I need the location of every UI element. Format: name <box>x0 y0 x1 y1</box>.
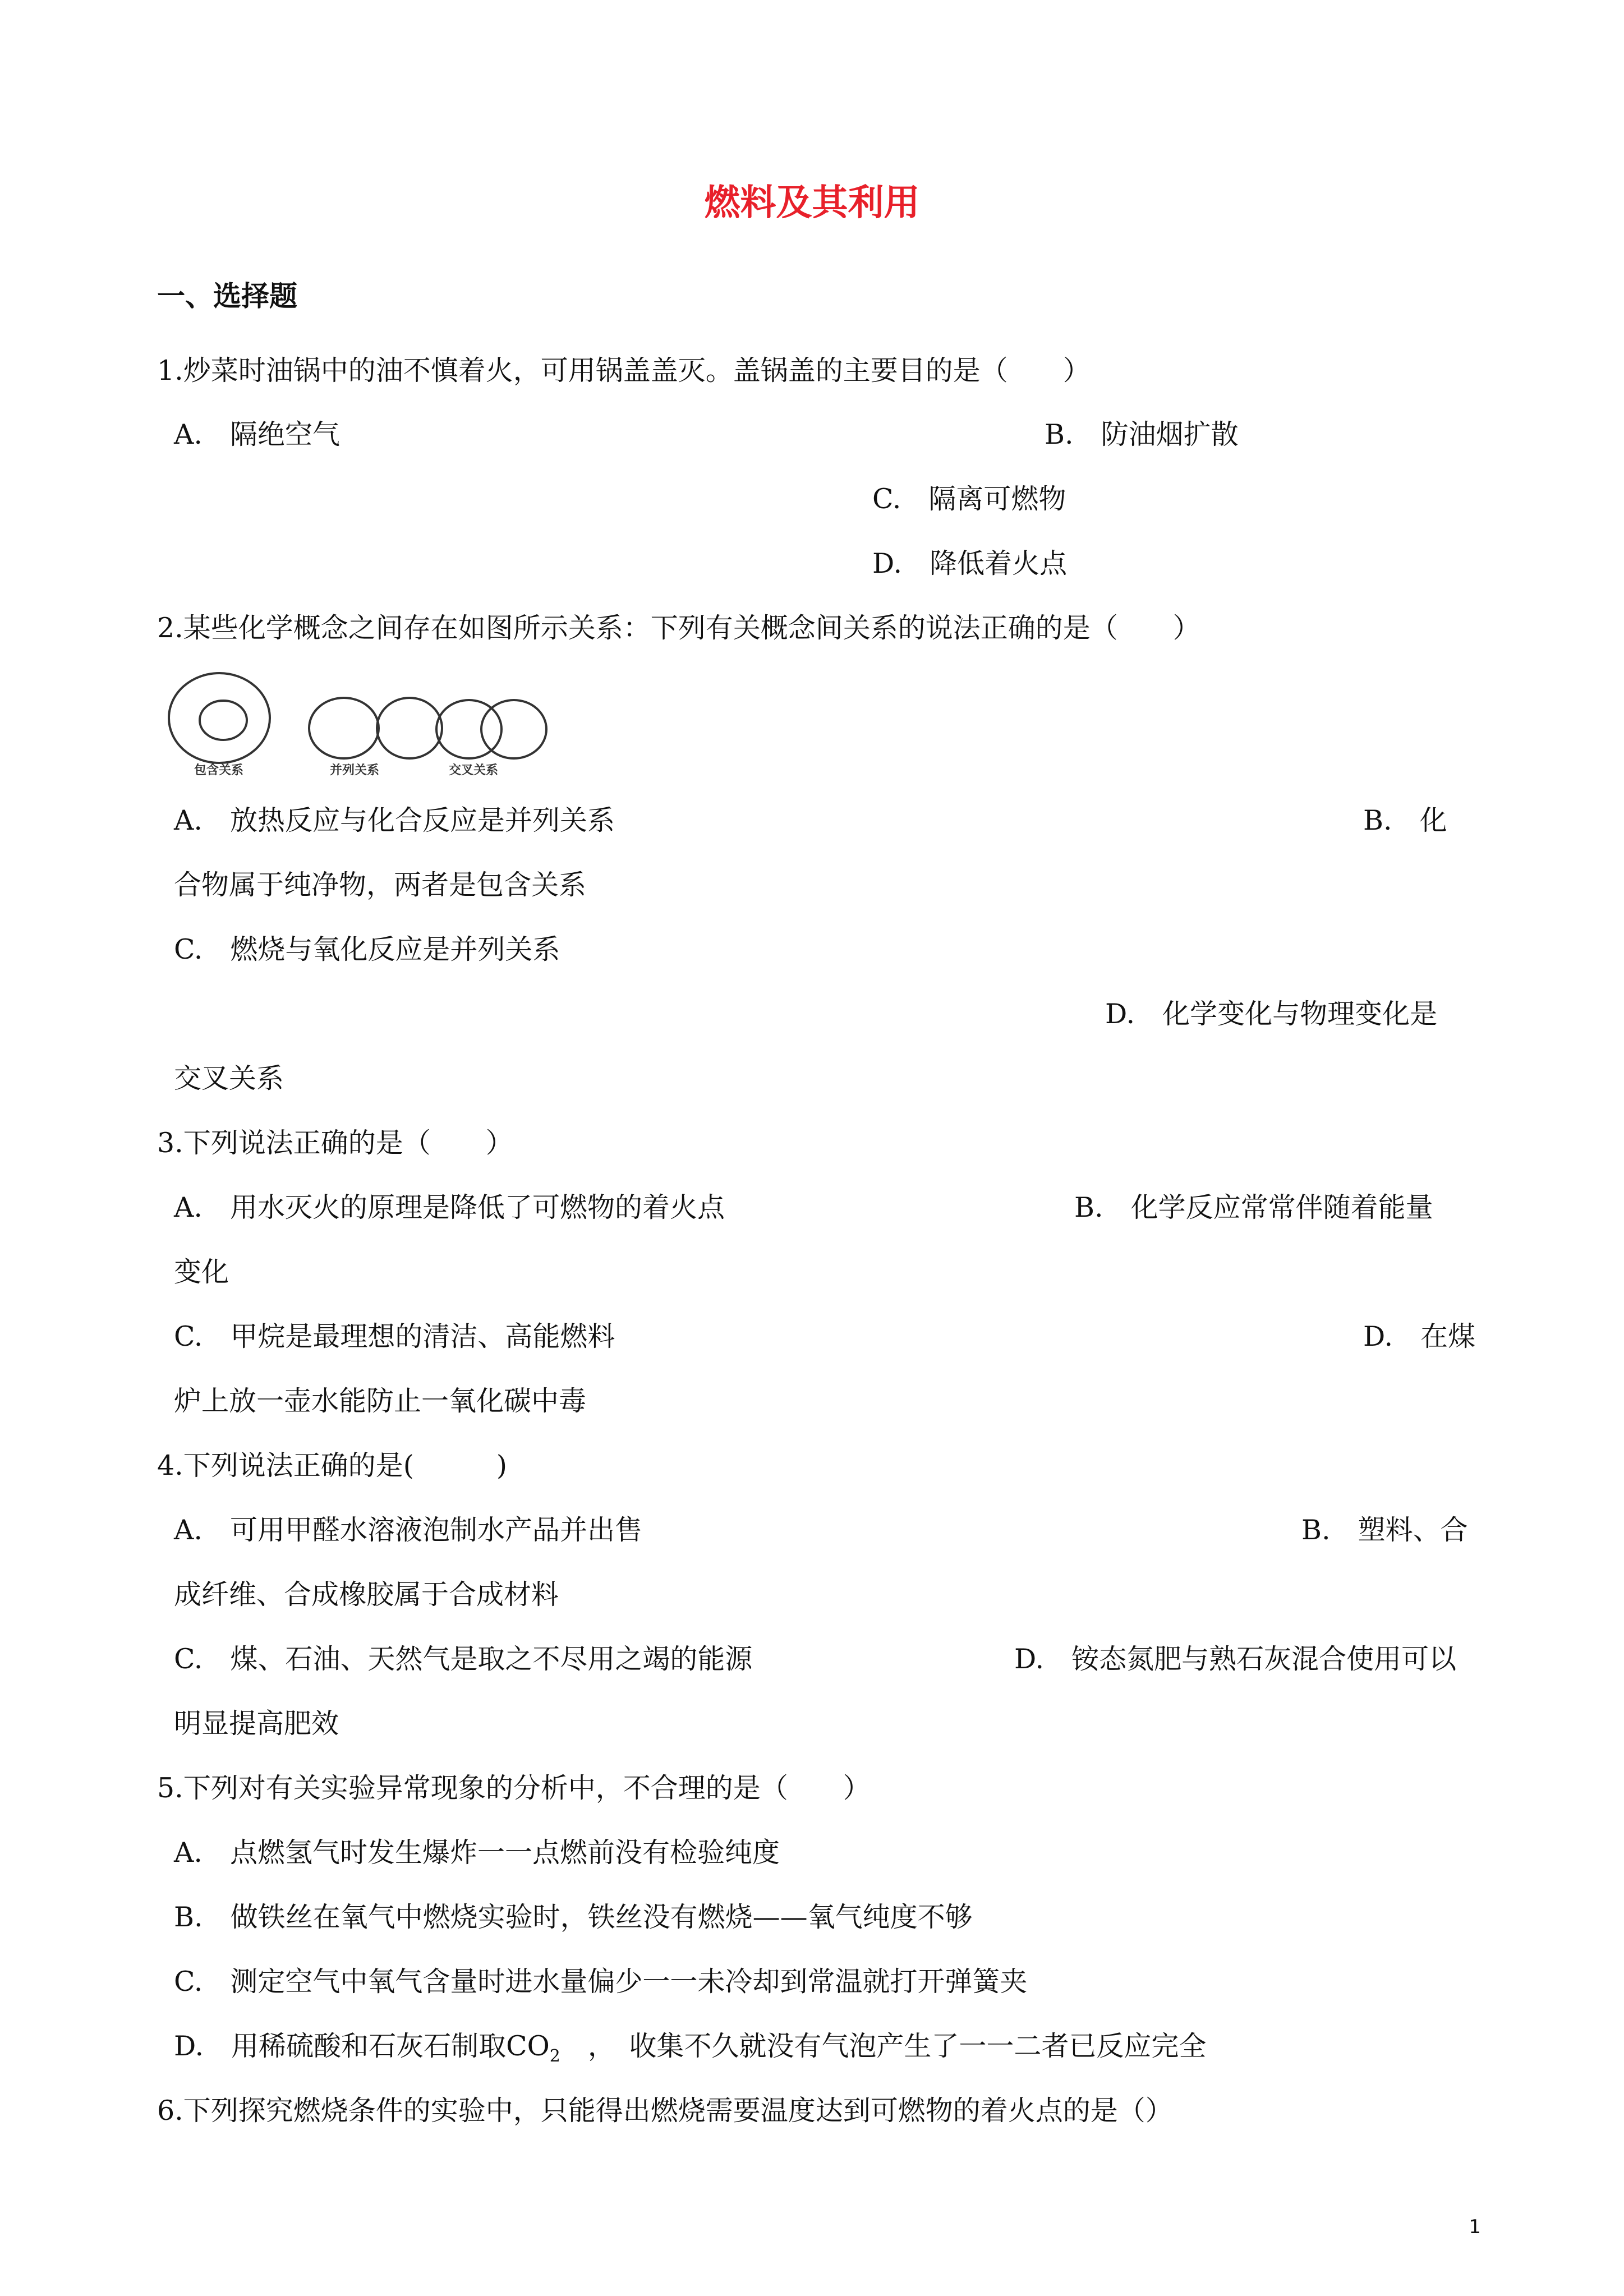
q3-option-b-line1: B. 化学反应常常伴随着能量 <box>1074 1191 1433 1223</box>
cross-circle-right <box>481 700 546 758</box>
question-4-stem: 4.下列说法正确的是( ) <box>157 1450 507 1481</box>
q2-option-d-line2: 交叉关系 <box>174 1062 284 1094</box>
q2-option-a: A. 放热反应与化合反应是并列关系 <box>174 804 615 836</box>
outer-circle <box>169 673 270 763</box>
parallel-circle-left <box>309 698 379 758</box>
q5-option-d-text: D. 用稀硫酸和石灰石制取CO <box>174 2030 550 2062</box>
q5-option-b: B. 做铁丝在氧气中燃烧实验时，铁丝没有燃烧——氧气纯度不够 <box>174 1901 973 1933</box>
section-heading: 一、选择题 <box>157 280 297 312</box>
q5-option-a: A. 点燃氢气时发生爆炸一一点燃前没有检验纯度 <box>174 1837 780 1869</box>
q4-option-d-line2: 明显提高肥效 <box>174 1708 339 1740</box>
q2-option-d-line1: D. 化学变化与物理变化是 <box>1105 998 1438 1030</box>
inner-circle <box>200 701 247 740</box>
diagram-label-inclusion: 包含关系 <box>194 763 244 777</box>
question-3-stem: 3.下列说法正确的是（ ） <box>157 1127 513 1159</box>
co2-subscript: 2 <box>549 2046 560 2066</box>
q5-option-d <box>174 2030 1206 2073</box>
q3-option-d-line2: 炉上放一壶水能防止一氧化碳中毒 <box>174 1385 587 1417</box>
q2-option-b-line2: 合物属于纯净物，两者是包含关系 <box>174 869 587 901</box>
q3-option-d-line1: D. 在煤 <box>1363 1320 1476 1352</box>
q4-option-b-line2: 成纤维、合成橡胶属于合成材料 <box>174 1579 559 1611</box>
q3-option-b-line2: 变化 <box>174 1256 229 1288</box>
diagram-label-cross: 交叉关系 <box>449 763 499 777</box>
q2-option-c: C. 燃烧与氧化反应是并列关系 <box>174 933 560 965</box>
q5-option-c: C. 测定空气中氧气含量时进水量偏少一一未冷却到常温就打开弹簧夹 <box>174 1966 1028 1998</box>
diagram-label-parallel: 并列关系 <box>330 763 380 777</box>
q4-option-c: C. 煤、石油、天然气是取之不尽用之竭的能源 <box>174 1643 753 1675</box>
question-5-stem: 5.下列对有关实验异常现象的分析中，不合理的是（ ） <box>157 1772 871 1804</box>
q2-option-b-line1: B. 化 <box>1363 804 1447 836</box>
q3-option-a: A. 用水灭火的原理是降低了可燃物的着火点 <box>174 1191 725 1223</box>
q4-option-a: A. 可用甲醛水溶液泡制水产品并出售 <box>174 1514 642 1546</box>
parallel-circle-right <box>377 698 442 758</box>
q1-option-c: C. 隔离可燃物 <box>872 483 1066 515</box>
question-6-stem: 6.下列探究燃烧条件的实验中，只能得出燃烧需要温度达到可燃物的着火点的是（） <box>157 2095 1173 2127</box>
q4-option-b-line1: B. 塑料、合 <box>1301 1514 1468 1546</box>
question-2-stem: 2.某些化学概念之间存在如图所示关系：下列有关概念间关系的说法正确的是（ ） <box>157 612 1200 644</box>
q1-option-b: B. 防油烟扩散 <box>1045 418 1239 450</box>
concept-relationship-diagram <box>167 666 554 784</box>
question-1-stem: 1.炒菜时油锅中的油不慎着火，可用锅盖盖灭。盖锅盖的主要目的是（ ） <box>157 355 1091 386</box>
q1-option-a: A. 隔绝空气 <box>174 418 340 450</box>
q1-option-d: D. 降低着火点 <box>872 547 1068 579</box>
q5-option-d-rest: ， 收集不久就没有气泡产生了一一二者已反应完全 <box>560 2030 1207 2062</box>
document-title: 燃料及其利用 <box>704 182 920 224</box>
q4-option-d-line1: D. 铵态氮肥与熟石灰混合使用可以 <box>1014 1643 1457 1675</box>
q3-option-c: C. 甲烷是最理想的清洁、高能燃料 <box>174 1320 615 1352</box>
page-number: 1 <box>1469 2216 1481 2238</box>
